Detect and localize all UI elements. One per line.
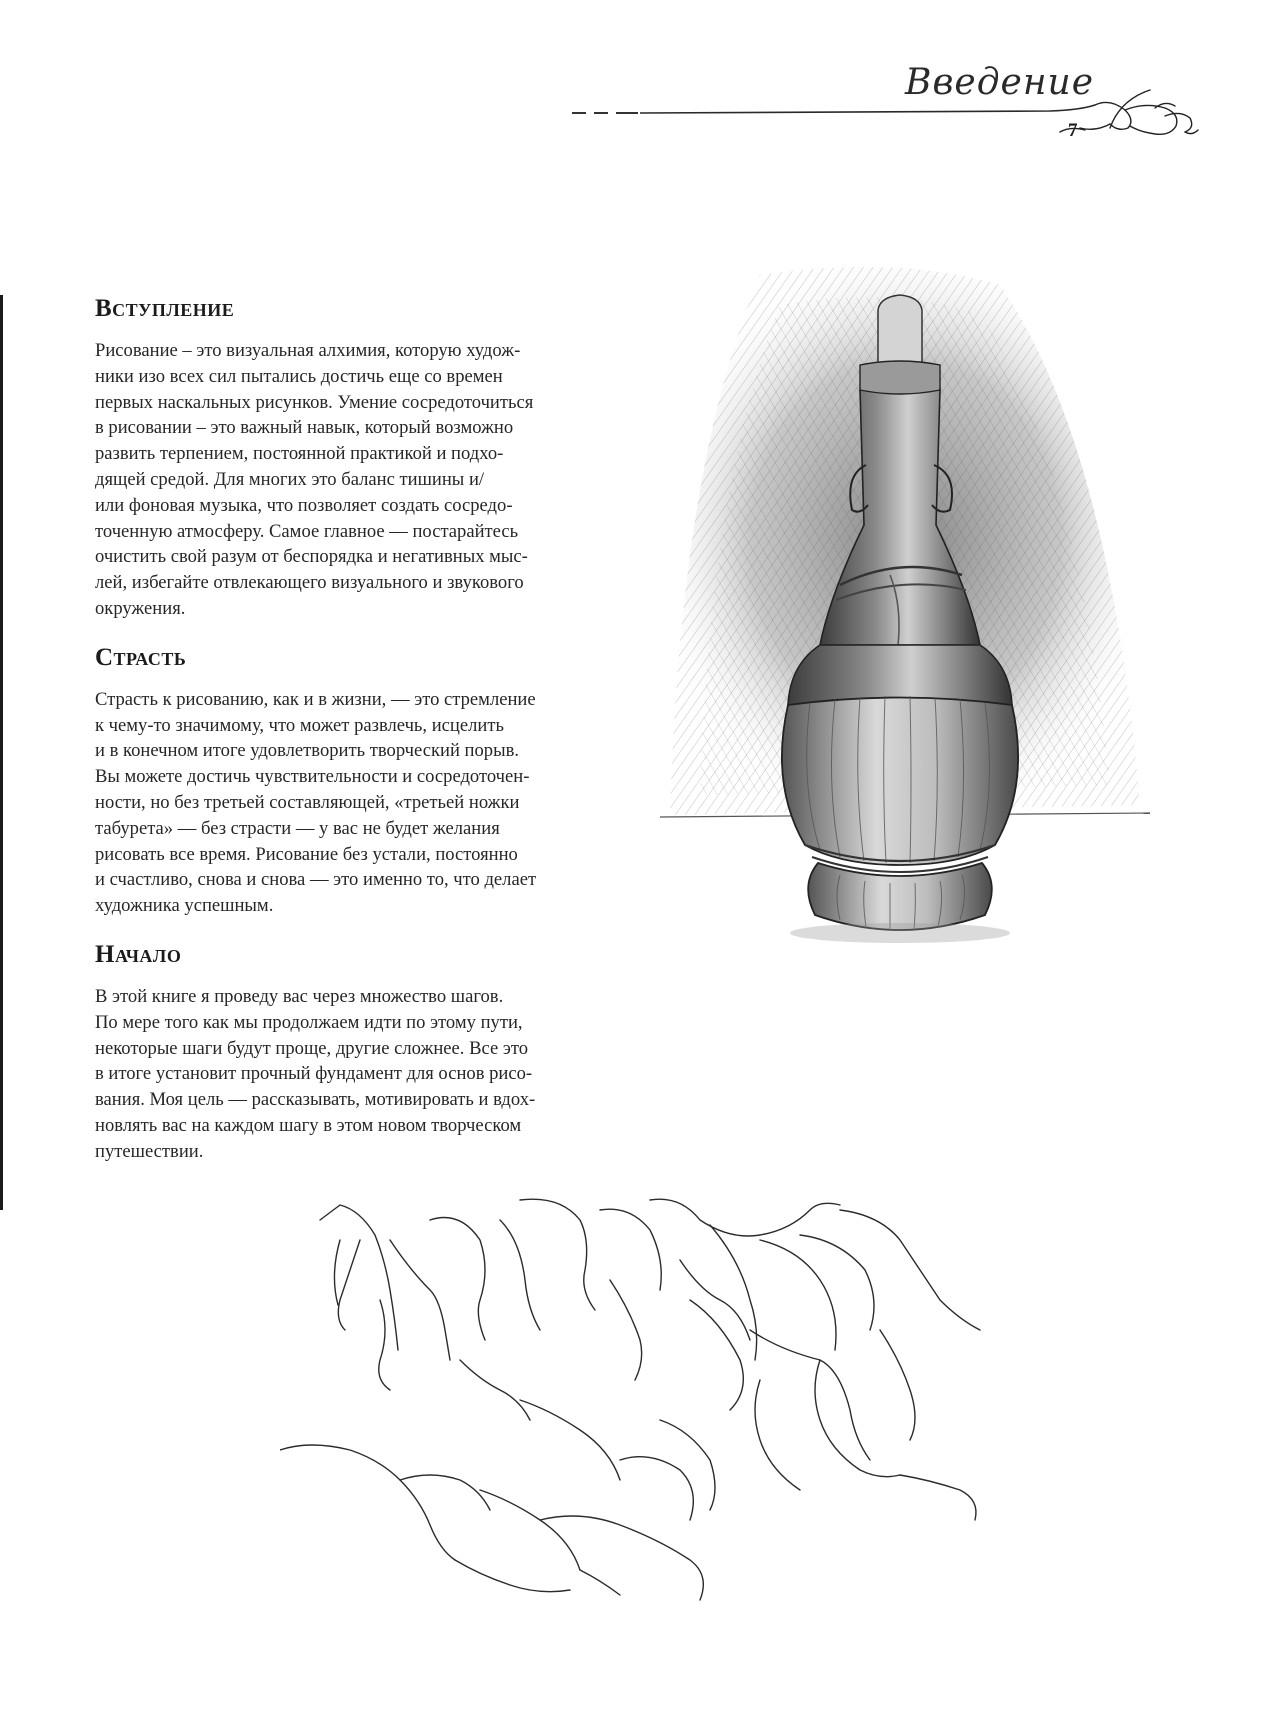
section-heading-passion: Страсть [95, 643, 187, 671]
text-line: Вы можете достичь чувствительности и сосредоточен- [95, 766, 530, 788]
text-line: ники изо всех сил пытались достичь еще со времен [95, 365, 503, 387]
text-line: в итоге установит прочный фундамент для основ рисо- [95, 1063, 533, 1085]
text-line: художника успешным. [95, 895, 274, 917]
text-line: некоторые шаги будут проще, другие сложнее. Все это [95, 1037, 529, 1059]
text-line: вания. Моя цель — рассказывать, мотивировать и вдох- [95, 1089, 536, 1111]
text-line: и счастливо, снова и снова — это именно то, что делает [95, 869, 537, 891]
left-margin-rule [0, 295, 3, 1210]
section-paragraph-beginning [95, 984, 615, 1165]
text-line: По мере того как мы продолжаем идти по этому пути, [95, 1011, 523, 1033]
text-line: путешествии. [95, 1140, 204, 1162]
text-line: и в конечном итоге удовлетворить творческий порыв. [95, 740, 520, 762]
text-line: или фоновая музыка, что позволяет создать сосредо- [95, 494, 513, 516]
section-heading-intro: Вступление [95, 295, 235, 322]
text-line: новлять вас на каждом шагу в этом новом творческом [95, 1114, 522, 1136]
text-line: первых наскальных рисунков. Умение сосредоточиться [95, 391, 534, 413]
text-line: очистить свой разум от беспорядка и негативных мыс- [95, 546, 528, 568]
hand-contour-illustration [280, 1180, 1040, 1610]
text-line: лей, избегайте отвлекающего визуального и звукового [95, 572, 524, 594]
page-number: 7 [1068, 120, 1078, 141]
text-line: точенную атмосферу. Самое главное — постарайтесь [95, 520, 519, 542]
text-line: дящей средой. Для многих это баланс тишины и/ [95, 468, 485, 490]
text-line: развить терпением, постоянной практикой и подхо- [95, 443, 504, 465]
section-paragraph-intro [95, 338, 615, 622]
text-line: рисовать все время. Рисование без устали, постоянно [95, 843, 518, 865]
text-line: окружения. [95, 597, 186, 619]
text-line: ности, но без третьей составляющей, «третьей ножки [95, 791, 520, 813]
section-heading-beginning: Начало [95, 940, 182, 968]
running-head: Введение [905, 62, 1095, 103]
text-line: табурета» — без страсти — у вас не будет желания [95, 817, 500, 839]
text-line: в рисовании – это важный навык, который возможно [95, 417, 514, 439]
bottle-illustration [640, 265, 1160, 985]
section-paragraph-passion [95, 687, 615, 919]
header-dashes [572, 112, 636, 114]
text-line: Рисование – это визуальная алхимия, которую худож- [95, 340, 521, 361]
text-column [95, 295, 615, 1187]
text-line: к чему-то значимому, что может развлечь, исцелить [95, 714, 504, 736]
text-line: Страсть к рисованию, как и в жизни, — это стремление [95, 688, 536, 710]
text-line: В этой книге я проведу вас через множество шагов. [95, 985, 504, 1007]
